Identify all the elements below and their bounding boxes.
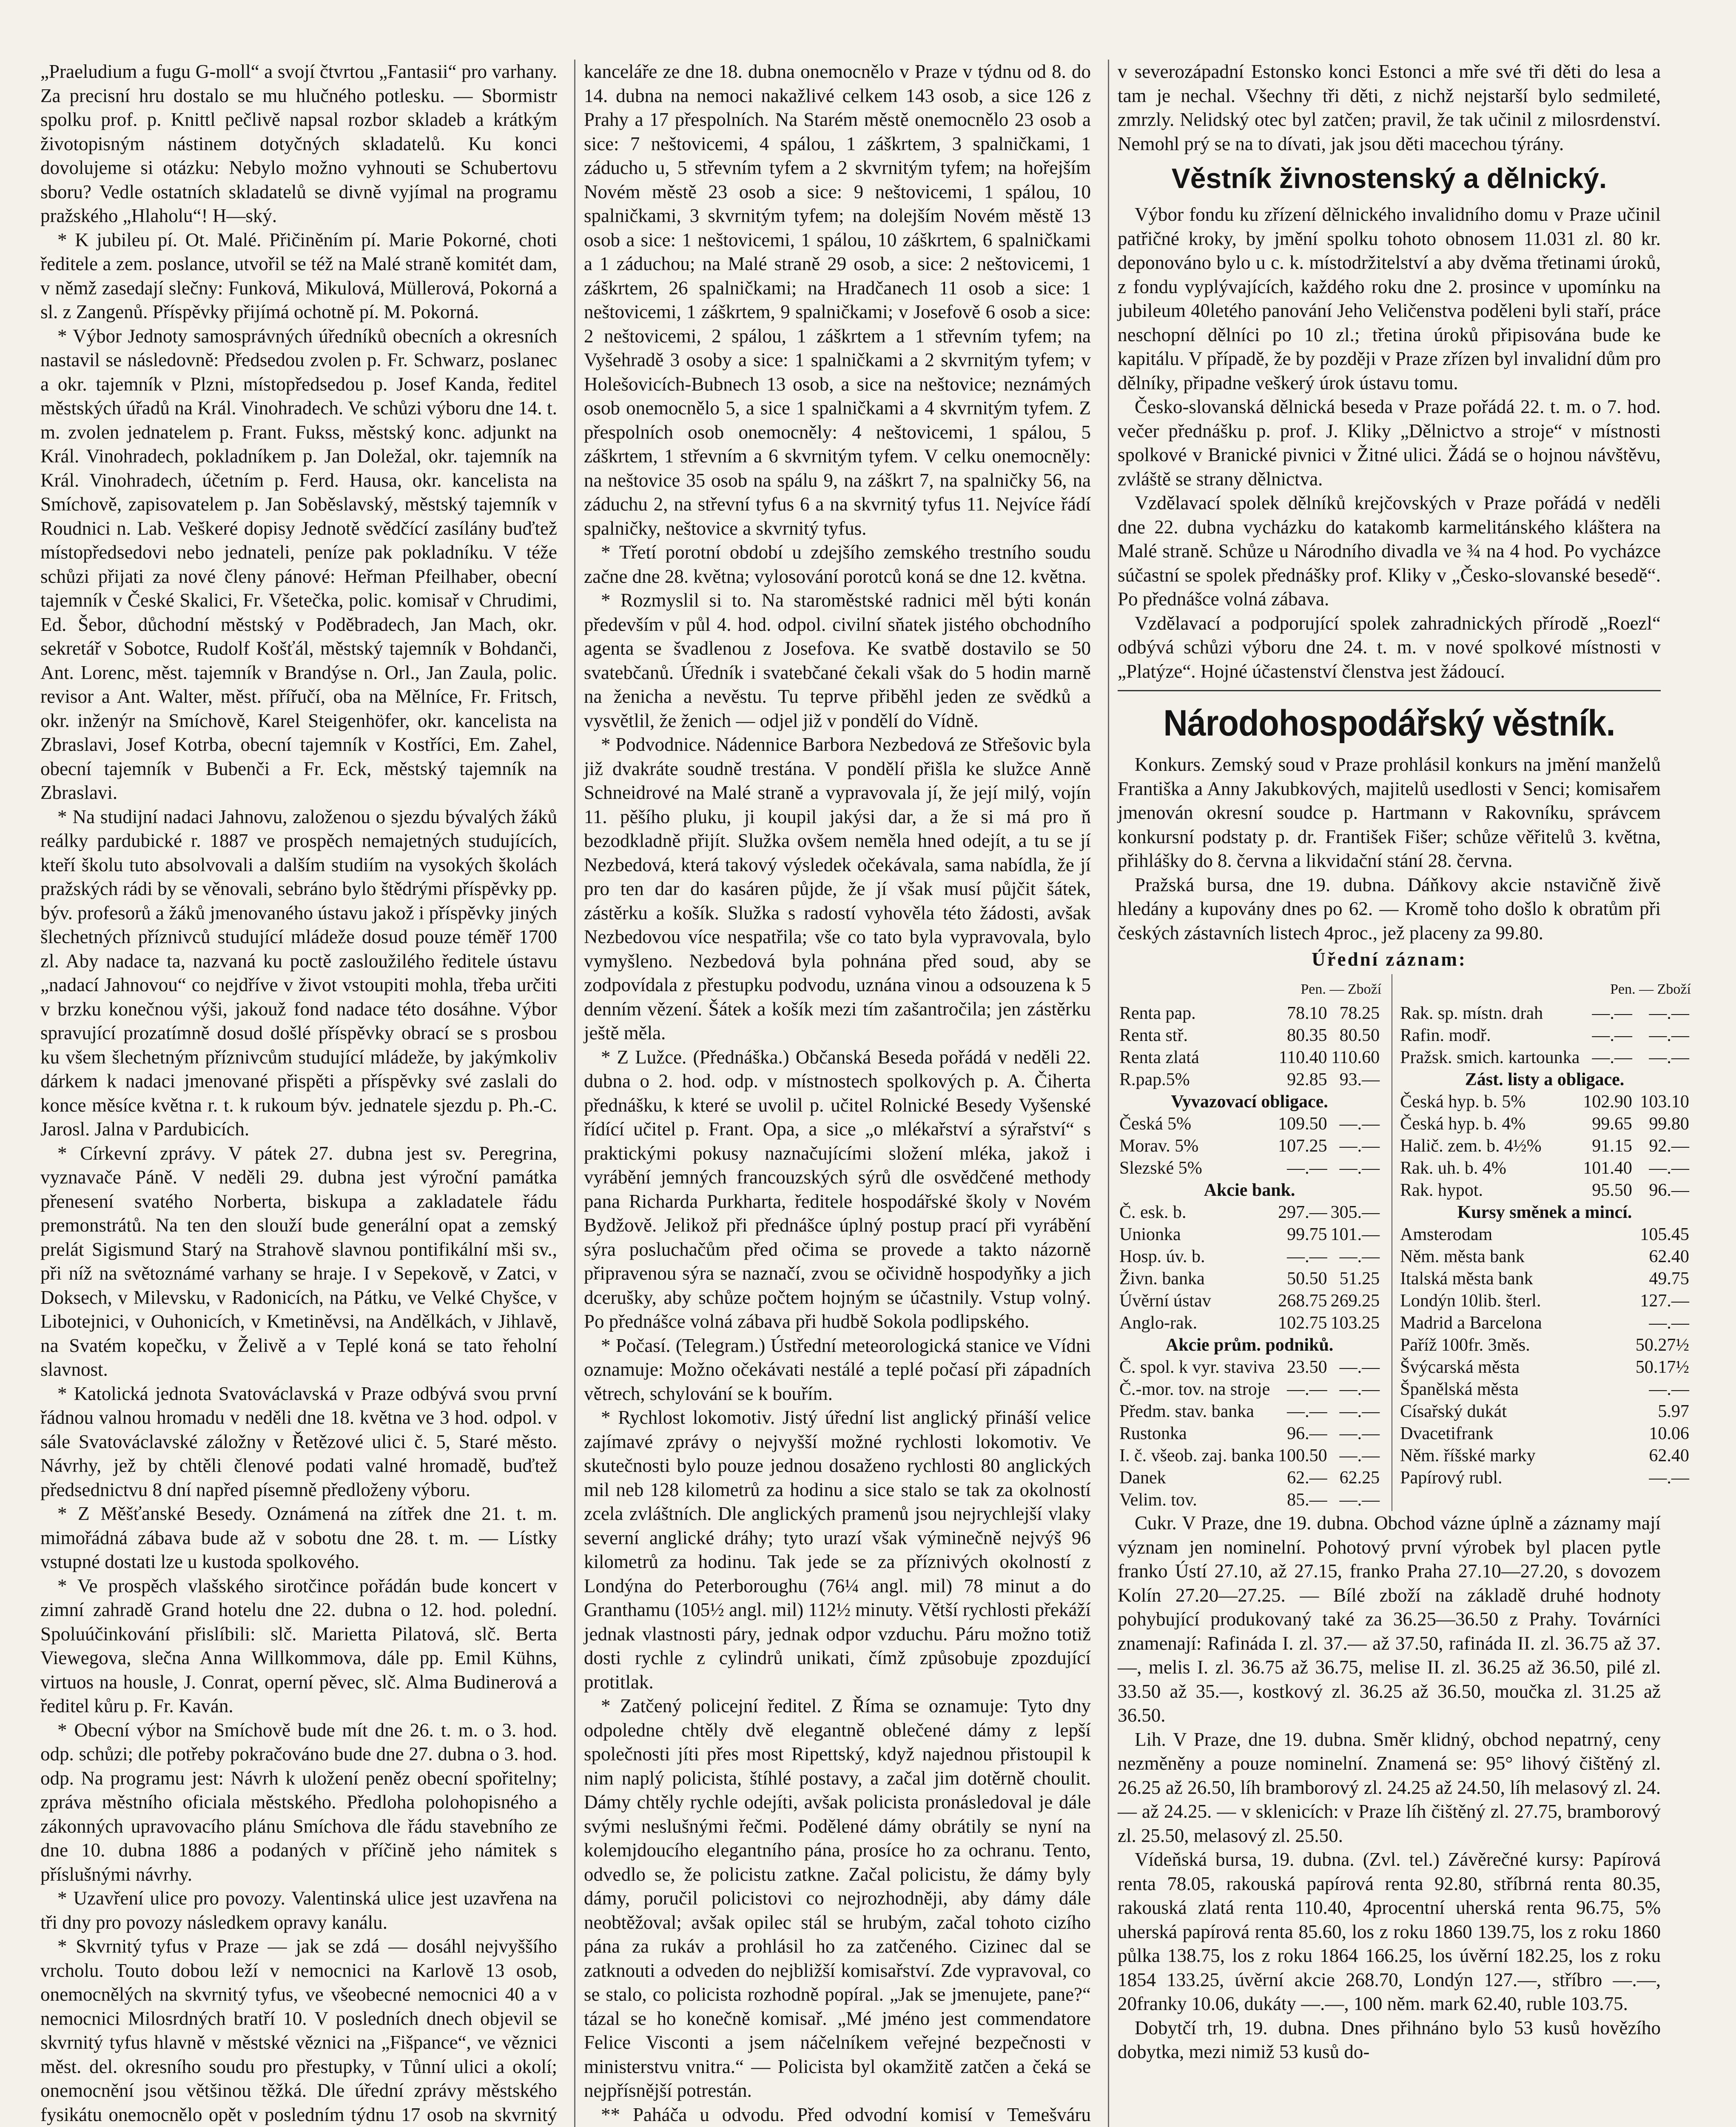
quote-section [1398, 1069, 1691, 1091]
quote-row [1398, 1378, 1691, 1400]
article-paragraph: Výbor fondu ku zřízení dělnického invalidního domu v Praze učinil patřičné kroky, by jmění spolku tohoto obnosem 11.031 zl. 80 kr. deponováno bylo u c. k. místodržitelství a aby dvěma třetinami úroků, z fondu vyplývajících, každého roku dne 2. prosince v upomínku na jubileum 40letého panování Jeho Veličenstva poděleni byli staří, práce neschopní dělníci po 10 zl.; třetina úroků připisována bude ke kapitálu. V případě, že by později v Praze zřízen byl invalidní dům pro dělníky, připadne veškerý úrok ústavu tomu. [1118, 204, 1661, 393]
quote-row [1398, 1113, 1691, 1135]
quote-section-label: Akcie bank. [1204, 1180, 1295, 1200]
quote-goods: 5.97 [1658, 1402, 1689, 1421]
quote-row [1398, 1356, 1691, 1378]
quote-name: Předm. stav. banka [1119, 1402, 1254, 1421]
quotes-table [1118, 974, 1691, 1511]
quote-name: Londýn 10lib. šterl. [1400, 1291, 1541, 1311]
article-paragraph: ** Paháča u odvodu. Před odvodní komisí v Temešváru [601, 2104, 1091, 2125]
quote-row [1118, 1024, 1381, 1046]
quote-money [1581, 1334, 1634, 1356]
article-paragraph: * Podvodnice. Nádennice Barbora Nezbedová ze Střešovic byla již dvakráte soudně trestána. V pondělí přišla ke služce Anně Schneidrové na Malé straně a vypravovala jí, že její milý, vojín 11. pěšího pluku, ji koupil jakýsi dar, a že si má pro ň bezodkladně přijít. Služka ovšem neměla hned odejít, a tu se jí Nezbedová, která takový výsledek očekávala, sama nabídla, že jí pro ten dar do kasáren půjde, že jí však musí půjčit šátek, zástěrku a košík. Služka s radostí vyhověla této žádosti, avšak Nezbedovou více nespatřila; vše co tato byla vypravovala, bylo vymyšleno. Nezbedová byla pohnána před soud, aby se zodpovídala z přestupku podvodu, uznána vinou a odsouzena k 5 denním vězení. Šátek a košík mezi tím zašantročila; jen zástěrku ještě měla. [584, 734, 1091, 1044]
quote-row [1118, 1356, 1381, 1378]
quotes-head-left: Pen. — Zboží [1301, 981, 1382, 997]
quote-goods: 50.17½ [1635, 1357, 1689, 1377]
quote-goods: —.— [1649, 1313, 1689, 1333]
article-paragraph: * Rozmyslil si to. Na staroměstské radnici měl býti konán především v půl 4. hod. odpol. civilní sňatek jistého obchodního agenta se švadlenou z Josefova. Ke svatbě dostavilo se 50 svatebčanů. Úředník i svatebčané čekali však do 5 hodin marně na ženicha a nevěstu. Tu teprve přiběhl jeden ze svědků a vysvětlil, že ženich — odjel již v pondělí do Vídně. [584, 590, 1091, 731]
trade-news [1118, 202, 1661, 683]
quote-money: 91.15 [1592, 1136, 1632, 1156]
quote-name: Italská města bank [1400, 1269, 1533, 1289]
quote-goods: 305.— [1330, 1203, 1380, 1222]
quote-row [1118, 1135, 1381, 1157]
quote-row [1398, 1290, 1691, 1312]
article-paragraph: * Na studijní nadaci Jahnovu, založenou o sjezdu bývalých žáků reálky pardubické r. 1887 ve prospěch nemajetných studujících, kteří školu tuto absolvovali a dalším studiím na vysokých školách pražských rádi by se věnovali, sebráno bylo štědrými příspěvky pp. býv. profesorů a žáků jmenovaného ústavu jakož i příspěvky jiných šlechetných příznivců studující mládeže dosud pouze téměř 1700 zl. Aby nadace ta, nazvaná ku poctě zasloužilého ředitele ústavu „nadací Jahnovou“ co nejdříve v život vstoupiti mohla, třeba určiti v brzku konečnou výši, jakouž fond nadace této dosáhne. Výbor spravující prozatímně dosud došlé příspěvky obrací se s prosbou ku všem šlechetným příznivcům studující mládeže, by jakýmkoliv dárkem k nadaci jmenované přispěti a příspěvky své zaslali do konce měsíce května r. t. k rukoum býv. jednatele sjezdu p. Ph.-C. Jarosl. Jalna v Pardubicích. [40, 806, 557, 1140]
quote-section-label: Kursy směnek a mincí. [1457, 1203, 1632, 1222]
article-paragraph: * Třetí porotní období u zdejšího zemského trestního soudu začne dne 28. května; vylosování porotců koná se dne 12. května. [584, 542, 1091, 587]
article-paragraph: v severozápadní Estonsko konci Estonci a mře své tři děti do lesa a tam je nechal. Všechny tři děti, z nichž nejstarší bylo sedmileté, zmrzly. Nelidský otec byl zatčen; pravil, že tak učinil z milosrdenství. Nemohl prý se na to dívati, jak jsou děti macechou týrány. [1118, 61, 1661, 154]
quote-money: 99.75 [1287, 1225, 1327, 1244]
quote-money [1581, 1268, 1634, 1290]
quote-goods: —.— [1339, 1158, 1380, 1178]
quote-row [1118, 1246, 1381, 1268]
quote-name: Hosp. úv. b. [1119, 1247, 1205, 1266]
article-paragraph: * Obecní výbor na Smíchově bude mít dne 26. t. m. o 3. hod. odp. schůzi; dle potřeby pokračováno bude dne 27. dubna o 3. hod. odp. Na programu jest: Návrh k uložení peněz obecní spořitelny; zpráva městního oficiala městského. Předloha polohopisného a zákonných upravovacího plánu Smíchova dle řádu stavebního ze dne 10. dubna 1886 a podaných v příčině jeho námitek s příslušnými návrhy. [40, 1719, 557, 1885]
article-paragraph: * Z Lužce. (Přednáška.) Občanská Beseda pořádá v neděli 22. dubna o 2. hod. odp. v místnostech spolkových p. A. Čiherta přednášku, k které se uvolil p. učitel Rolnické Besedy Vyšenské řídící učitel p. Frant. Opa, a sice „o mlékařství a sýrařství“ s praktickými pokusy naznačujícími složení mléka, jakož i vyrábění jemných francouzských sýrů dle osvědčené methody pana Richarda Purkharta, ředitele hospodářské školy v Novém Bydžově. Jelikož při přednášce úplný postup prací při vyrábění sýra posluchačům před očima se provede a takto názorně připravenou sýra se naznačí, zvou se očividně hospodyňky a jich dcerušky, aby schůze počtem hojným se účastnily. Vstup volný. Po přednášce volná zábava při hudbě Sokola podlipského. [584, 1046, 1091, 1332]
quote-goods: —.— [1339, 1490, 1380, 1510]
quotes-right-table [1398, 1002, 1691, 1489]
quote-goods: —.— [1339, 1357, 1380, 1377]
quotes-left [1118, 974, 1381, 1511]
quote-name: Slezské 5% [1119, 1158, 1202, 1178]
quote-row [1118, 1223, 1381, 1246]
quote-money [1581, 1290, 1634, 1312]
quote-money: —.— [1287, 1158, 1327, 1178]
quote-money [1581, 1467, 1634, 1489]
quote-goods: —.— [1339, 1114, 1380, 1134]
quote-name: Č.-mor. tov. na stroje [1119, 1380, 1270, 1399]
article-paragraph: Pražská bursa, dne 19. dubna. Dáňkovy akcie nstavičně živě hledány a kupovány dnes po 62. — Kromě toho došlo k obratům při českých zástavních listech 4proc., jež placeny za 99.80. [1118, 874, 1661, 944]
article-paragraph: * K jubileu pí. Ot. Malé. Přičiněním pí. Marie Pokorné, choti ředitele a zem. poslance, utvořil se též na Malé straně komitét dam, v němž zasedají slečny: Funková, Mikulová, Müllerová, Pokorná a sl. z Zangenů. Příspěvky přijímá ochotně pí. M. Pokorná. [40, 229, 557, 322]
quote-section [1398, 1201, 1691, 1223]
quote-money: 101.40 [1583, 1158, 1632, 1178]
quote-row [1118, 1113, 1381, 1135]
quote-name: Č. spol. k vyr. staviva [1119, 1357, 1275, 1377]
article-paragraph: * Výbor Jednoty samosprávných úředníků obecních a okresních nastavil se následovně: Předsedou zvolen p. Fr. Schwarz, poslanec a okr. tajemník v Plzni, místopředsedou p. Josef Kanda, ředitel městských úřadů na Král. Vinohradech. Ve schůzi výboru dne 14. t. m. zvolen jednatelem p. Frant. Fukss, městský konc. adjunkt na Král. Vinohradech, pokladníkem p. Jan Doležal, okr. tajemník na Král. Vinohradech, účetním p. Ferd. Hausa, okr. kancelista na Smíchově, zapisovatelem p. Jan Soběslavský, městský tajemník v Roudnici n. Lab. Veškeré dopisy Jednotě svědčící zasílány buďtež místopředsedovi nebo jednateli, peníze pak pokladníku. V téže schůzi přijati za nové členy pánové: Heřman Pfeilhaber, obecní tajemník v České Skalici, Fr. Všetečka, polic. komisař v Chrudimi, Ed. Šebor, důchodní městský v Poděbradech, Jan Mach, okr. sekretář v Sobotce, Rudolf Košťál, městský tajemník v Bohdanči, Ant. Lorenc, měst. tajemník v Brandýse n. Orl., Jan Zaula, polic. revisor a Ant. Walter, měst. přířučí, oba na Mělníce, Fr. Fritsch, okr. inženýr na Smíchově, Karel Steigenhöfer, okr. kancelista na Zbraslavi, Josef Kotrba, obecní tajemník v Kostříci, Em. Zahel, obecní tajemník v Bubenči a Fr. Eck, městský tajemník na Zbraslavi. [40, 325, 557, 803]
quote-money [1581, 1312, 1634, 1334]
quote-name: I. č. všeob. zaj. banka [1119, 1446, 1274, 1466]
quote-goods: 49.75 [1649, 1269, 1689, 1289]
quote-row [1118, 1002, 1381, 1024]
quote-money: 100.50 [1278, 1446, 1327, 1466]
quote-name: Renta stř. [1119, 1026, 1188, 1045]
quote-name: Rak. sp. místn. drah [1400, 1004, 1543, 1023]
quote-goods: 78.25 [1339, 1004, 1380, 1023]
quote-money: 62.— [1287, 1468, 1327, 1488]
quote-name: Papírový rubl. [1400, 1468, 1503, 1488]
article-paragraph: Vídeňská bursa, 19. dubna. (Zvl. tel.) Závěrečné kursy: Papírová renta 78.05, rakouská papírová renta 92.80, stříbrná renta 80.35, rakouská zlatá renta 110.40, 4procentní uherská renta 96.75, 5% uherská papírová renta 85.60, los z roku 1860 139.75, los z roku 1860 půlka 138.75, los z roku 1864 166.25, los úvěrní 182.25, los z roku 1854 133.25, úvěrní akcie 268.70, Londýn 127.—, stříbro —.—, 20franky 10.06, dukáty —.—, 100 něm. mark 62.40, ruble 103.75. [1118, 1849, 1661, 2014]
economy-news-pre [1118, 753, 1661, 945]
quote-money: —.— [1287, 1402, 1327, 1421]
article-paragraph: * Uzavření ulice pro povozy. Valentinská ulice jest uzavřena na tři dny pro povozy následkem opravy kanálu. [40, 1887, 557, 1933]
quote-row [1398, 1179, 1691, 1201]
quote-row [1118, 1467, 1381, 1489]
right-intro [1118, 60, 1661, 156]
section-title-economy: Národohospodářský věstník. [1163, 703, 1615, 744]
quote-money: —.— [1592, 1048, 1632, 1067]
quote-name: Něm. města bank [1400, 1247, 1525, 1266]
quote-money: 80.35 [1287, 1026, 1327, 1045]
quote-name: Unionka [1119, 1225, 1181, 1244]
quote-row [1118, 1290, 1381, 1312]
quote-goods: —.— [1649, 1468, 1689, 1488]
column-right [1108, 60, 1691, 2127]
quote-section-label: Zást. listy a obligace. [1465, 1070, 1625, 1089]
quote-name: Něm. říšské marky [1400, 1446, 1536, 1466]
quote-row [1398, 1334, 1691, 1356]
quote-money: 102.90 [1583, 1092, 1632, 1112]
quote-row [1398, 1135, 1691, 1157]
quote-row [1398, 1445, 1691, 1467]
quote-row [1398, 1246, 1691, 1268]
quote-goods: 269.25 [1330, 1291, 1380, 1311]
quotes-right [1392, 974, 1691, 1511]
quote-row [1118, 1046, 1381, 1069]
article-paragraph: * Církevní zprávy. V pátek 27. dubna jest sv. Peregrina, vyznavače Páně. V neděli 29. dubna jest výroční památka přenesení svatého Norberta, biskupa a zakladatele řádu premonstrátů. Na ten den slouží bude generální opat a zemský prelát Sigismund Starý na Strahově slavnou pontifikální mši sv., při níž na světoznámé varhany se hraje. I v Sepekově, v Zatci, v Doksech, v Milevsku, v Radonicích, na Pátku, ve Velké Chyšce, v Libotejnici, v Ouhonicích, v Kmetiněvsi, na Andělkách, v Jihlavě, na Svatém kopečku, v Želivě a v Teplé koná se tato řeholní slavnost. [40, 1142, 557, 1380]
quote-goods: 110.60 [1331, 1048, 1380, 1067]
article-paragraph: * Z Měšťanské Besedy. Oznámená na zítřek dne 21. t. m. mimořádná zábava bude až v sobotu dne 28. t. m. — Lístky vstupné dostati lze u kustoda spolkového. [40, 1503, 557, 1572]
quote-money: 102.75 [1278, 1313, 1327, 1333]
quote-name: Česká 5% [1119, 1114, 1192, 1134]
quote-row [1118, 1201, 1381, 1223]
quote-section [1118, 1179, 1381, 1201]
quote-section [1118, 1334, 1381, 1356]
quote-money [1581, 1356, 1634, 1378]
quote-row [1398, 1423, 1691, 1445]
quote-money: —.— [1287, 1247, 1327, 1266]
article-paragraph: * Skvrnitý tyfus v Praze — jak se zdá — dosáhl nejvyššího vrcholu. Touto dobou leží v nemocnici na Karlově 13 osob, onemocnělých na skvrnitý tyfus, ve všeobecné nemocnici 40 a v nemocnici Milosrdných bratří 10. V posledních dnech objevil se skvrnitý tyfus hlavně v městské věznici na „Fišpance“, ve věznici měst. del. okresního soudu pro přestupky, v Tůnní ulici a okolí; onemocnění jsou většinou těžká. Dle úřední zprávy městského fysikátu onemocnělo opět v posledním týdnu 17 osob na skvrnitý [40, 1936, 557, 2125]
quote-goods: 51.25 [1339, 1269, 1380, 1289]
divider [1118, 690, 1661, 691]
quote-row [1398, 1223, 1691, 1246]
quote-name: Halič. zem. b. 4½% [1400, 1136, 1542, 1156]
quote-name: Dvacetifrank [1400, 1424, 1494, 1443]
quote-money [1581, 1378, 1634, 1400]
quote-money: 96.— [1287, 1424, 1327, 1443]
quote-money: 92.85 [1287, 1070, 1327, 1089]
quote-name: Velim. tov. [1119, 1490, 1197, 1510]
quote-money: —.— [1287, 1380, 1327, 1399]
quote-row [1398, 1024, 1691, 1046]
quotes-head-right: Pen. — Zboží [1610, 981, 1691, 997]
quote-name: Pražsk. smich. kartounka [1400, 1048, 1580, 1067]
quote-name: Amsterodam [1400, 1225, 1493, 1244]
quote-goods: —.— [1339, 1247, 1380, 1266]
quote-row [1118, 1378, 1381, 1400]
quote-name: Císařský dukát [1400, 1402, 1507, 1421]
quote-goods: 62.40 [1649, 1446, 1689, 1466]
quote-goods: —.— [1339, 1380, 1380, 1399]
article-paragraph: Cukr. V Praze, dne 19. dubna. Obchod vázne úplně a záznamy mají význam jen nominelní. Pohotový první výrobek byl placen pytle franko Ústí 27.10, až 27.15, franko Praha 27.10—27.20, s dovozem Kolín 27.20—27.25. — Bílé zboží na základě druhé hodnoty pohybující produkovaný také za 36.25—36.50 z Prahy. Továrníci znamenají: Rafináda I. zl. 37.— až 37.50, rafináda II. zl. 36.75 až 37.—, melis I. zl. 36.75 až 36.75, melise II. zl. 36.25 až 36.50, pilé zl. 33.50 až 35.—, kostkový zl. 36.25 až 36.50, moučka zl. 31.25 až 36.50. [1118, 1512, 1661, 1726]
quote-goods: 127.— [1640, 1291, 1689, 1311]
quote-row [1398, 1268, 1691, 1290]
quote-row [1118, 1268, 1381, 1290]
quote-name: Madrid a Barcelona [1400, 1313, 1542, 1333]
quote-money [1581, 1246, 1634, 1268]
quote-money [1581, 1445, 1634, 1467]
article-paragraph: * Počasí. (Telegram.) Ústřední meteorologická stanice ve Vídni oznamuje: Možno očekávati nestálé a teplé počasí při západních větrech, schylování se k bouřím. [584, 1334, 1091, 1404]
article-paragraph: „Praeludium a fugu G-moll“ a svojí čtvrtou „Fantasii“ pro varhany. Za precisní hru dostalo se mu hlučného potlesku. — Sbormistr spolku prof. p. Knittl pečlivě napsal rozbor skladeb a krátkým životopisným nástinem dotyčných skladatelů. Ku konci dovolujeme si otázku: Nebylo možno vyhnouti se Schubertovu sboru? Vedle ostatních skladatelů se divně vyjímal na programu pražského „Hlaholu“! H—ský. [40, 61, 557, 226]
quote-goods: 99.80 [1649, 1114, 1689, 1134]
quote-row [1118, 1157, 1381, 1179]
quote-section-label: Vyvazovací obligace. [1171, 1092, 1328, 1112]
quote-name: Rafin. modř. [1400, 1026, 1491, 1045]
article-paragraph: Česko-slovanská dělnická beseda v Praze pořádá 22. t. m. o 7. hod. večer přednášku p. prof. J. Kliky „Dělnictvo a stroje“ v místnosti spolkové v Branické pivnici v Žitné ulici. Žádá se o hojnou návštěvu, zvláště se strany dělnictva. [1118, 396, 1661, 490]
quote-goods: 62.25 [1339, 1468, 1380, 1488]
quote-row [1398, 1467, 1691, 1489]
quote-money: 297.— [1278, 1203, 1327, 1222]
article-paragraph: kanceláře ze dne 18. dubna onemocnělo v Praze v týdnu od 8. do 14. dubna na nemoci nakažlivé celkem 143 osob, a sice 126 z Prahy a 17 přespolních. Na Starém městě onemocnělo 23 osob a sice: 7 neštovicemi, 4 spálou, 1 záškrtem, 3 spalničkami, 1 záducho u, 5 střevním tyfem a 2 skvrnitým tyfem; na hořejším Novém městě 23 osob a sice: 9 neštovicemi, 1 spálou, 10 spalničkami, 3 skvrnitým tyfem; na dolejším Novém městě 13 osob a sice: 1 neštovicemi, 1 spálou, 10 záškrtem, 6 spalničkami a 1 záduchou; na Malé straně 29 osob, a sice: 2 neštovicemi, 1 záškrtem, 26 spalničkami; na Hradčanech 11 osob a sice: 1 neštovicemi, 1 záškrtem, 9 spalničkami; v Josefově 6 osob a sice: 2 neštovicemi, 2 spálou, 1 záškrtem a 1 střevním tyfem; na Vyšehradě 3 osoby a sice: 1 spalničkami a 2 skvrnitým tyfem; v Holešovicích-Bubnech 13 osob, a sice na neštovice; neznámých osob onemocnělo 5, a sice 1 spalničkami a 4 skvrnitým tyfem. Z přespolních osob onemocněly: 4 neštovicemi, 1 spálou, 5 záškrtem, 1 střevním a 6 skvrnitým tyfem. V celku onemocněly: na neštovice 35 osob na spálu 9, na záškrt 7, na spalničky 56, na záduchu 2, na střevní tyfus 6 a na skvrnitý tyfus 11. Nejvíce řádí spalničky, neštovice a skvrnitý tyfus. [584, 61, 1091, 539]
quote-goods: —.— [1649, 1048, 1689, 1067]
quote-money: 110.40 [1278, 1048, 1327, 1067]
quotes-title: Úřední záznam: [1312, 949, 1467, 970]
quote-name: Rak. uh. b. 4% [1400, 1158, 1506, 1178]
quote-goods: 50.27½ [1635, 1335, 1689, 1355]
quote-goods: —.— [1649, 1380, 1689, 1399]
quote-goods: —.— [1339, 1424, 1380, 1443]
column-left [40, 60, 557, 2127]
quote-name: Švýcarská města [1400, 1357, 1520, 1377]
quote-name: Anglo-rak. [1119, 1313, 1198, 1333]
quote-goods: 62.40 [1649, 1247, 1689, 1266]
quote-name: Česká hyp. b. 4% [1400, 1114, 1526, 1134]
quote-goods: 105.45 [1640, 1225, 1689, 1244]
quote-money: 50.50 [1287, 1269, 1327, 1289]
quote-row [1398, 1091, 1691, 1113]
quote-name: Živn. banka [1119, 1269, 1205, 1289]
column-middle [574, 60, 1091, 2127]
quote-row [1118, 1400, 1381, 1423]
article-paragraph: Dobytčí trh, 19. dubna. Dnes přihnáno bylo 53 kusů hovězího dobytka, mezi nimiž 53 kusů do- [1118, 2017, 1661, 2062]
quote-row [1398, 1157, 1691, 1179]
quote-money [1581, 1400, 1634, 1423]
quote-money: 107.25 [1278, 1136, 1327, 1156]
quote-section-label: Akcie prům. podniků. [1165, 1335, 1334, 1355]
quote-row [1118, 1069, 1381, 1091]
quote-money [1581, 1223, 1634, 1246]
quote-money: 23.50 [1287, 1357, 1327, 1377]
quote-goods: —.— [1649, 1004, 1689, 1023]
quote-row [1118, 1312, 1381, 1334]
quote-name: Rak. hypot. [1400, 1180, 1483, 1200]
quote-money: 85.— [1287, 1490, 1327, 1510]
article-paragraph: Vzdělavací a podporující spolek zahradnických přírodě „Roezl“ odbývá schůzi výboru dne 24. t. m. v nové spolkové místnosti v „Platýze“. Hojné účastenství členstva jest žádoucí. [1118, 612, 1661, 682]
quote-name: Španělská města [1400, 1380, 1519, 1399]
quote-money: 78.10 [1287, 1004, 1327, 1023]
quote-money [1581, 1423, 1634, 1445]
quote-row [1398, 1002, 1691, 1024]
article-paragraph: * Zatčený policejní ředitel. Z Říma se oznamuje: Tyto dny odpoledne chtěly dvě elegantně oblečené dámy z lepší společnosti jíti přes most Ripettský, když najednou přistoupil k nim naplý policista, štíhlé postavy, a začal jim dotěrně choulit. Dámy chtěly rychle odejíti, avšak policista pronásledoval je dále svými neslušnými řečmi. Podělené dámy obrátily se nyní na kolemjdoucího elegantního pána, prosíce ho za ochranu. Tento, odvedlo se, že policistu zatkne. Začal policistu, že dámy byly dámy, poručil policistovi co nejrozhodněji, aby dámy dále neobtěžoval; avšak opilec stál se hrubým, začal tohoto cizího pána za rukáv a prohlásil ho za zatčeného. Cizinec dal se zatknouti a odveden do nejbližší komisařství. Zde vypravoval, co se stalo, co policista rozhodně popíral. „Jak se jmenujete, pane?“ tázal se ho konečně komisař. „Mé jméno jest commendatore Felice Visconti a jsem náčelníkem veřejné bezpečnosti v ministerstvu vnitra.“ — Policista byl okamžitě zatčen a čeká se nejpřísnější potrestán. [584, 1695, 1091, 2101]
quote-goods: 96.— [1649, 1180, 1689, 1200]
economy-news-post [1118, 1511, 1661, 2064]
quote-money: —.— [1592, 1026, 1632, 1045]
quote-money: 95.50 [1592, 1180, 1632, 1200]
quote-name: Renta pap. [1119, 1004, 1196, 1023]
quote-goods: 103.25 [1330, 1313, 1380, 1333]
article-paragraph: * Ve prospěch vlašského sirotčince pořádán bude koncert v zimní zahradě Grand hotelu dne 22. dubna o 12. hod. polední. Spoluúčinkování přislíbili: slč. Marietta Pilatová, slč. Berta Viewegova, slečna Anna Willkommova, dále pp. Emil Kühns, virtuos na housle, J. Conrat, operní pěvec, slč. Alma Budinerová a ředitel kůru p. Fr. Kaván. [40, 1575, 557, 1716]
quote-name: Paříž 100fr. 3měs. [1400, 1335, 1530, 1355]
quote-name: Česká hyp. b. 5% [1400, 1092, 1526, 1112]
quote-goods: —.— [1339, 1446, 1380, 1466]
quote-name: R.pap.5% [1119, 1070, 1190, 1089]
quote-name: Renta zlatá [1119, 1048, 1199, 1067]
section-title-trade: Věstník živnostenský a dělnický. [1171, 163, 1607, 194]
quote-money: 109.50 [1278, 1114, 1327, 1134]
quote-row [1118, 1445, 1381, 1467]
quote-row [1398, 1312, 1691, 1334]
quote-name: Danek [1119, 1468, 1166, 1488]
quote-row [1118, 1489, 1381, 1511]
article-paragraph: * Katolická jednota Svatováclavská v Praze odbývá svou první řádnou valnou hromadu v neděli dne 18. května ve 3 hod. odpol. v sále Svatováclavské záložny v Řetězové ulici č. 5, Staré město. Návrhy, jež by chtěli členové podati valné hromadě, buďtež předsednictvu 8 dní napřed písemně předloženy výboru. [40, 1383, 557, 1500]
quote-money: 99.65 [1592, 1114, 1632, 1134]
article-paragraph: Lih. V Praze, dne 19. dubna. Směr klidný, obchod nepatrný, ceny nezměněny a pouze nominelní. Znamená se: 95° lihový čištěný zl. 26.25 až 26.50, líh bramborový zl. 24.25 až 24.50, líh melasový zl. 24.— až 24.25. — v sklenicích: v Praze líh čištěný zl. 27.75, bramborový zl. 25.50, melasový zl. 25.50. [1118, 1728, 1661, 1846]
quote-goods: —.— [1339, 1402, 1380, 1421]
article-paragraph: Vzdělavací spolek dělníků krejčovských v Praze pořádá v neděli dne 22. dubna vycházku do katakomb karmelitánského kláštera na Malé straně. Schůze u Národního divadla ve ¾ na 4 hod. Po vycházce súčastní se spolek přednášky prof. Kliky v „Česko-slovanské besedě“. Po přednášce volná zábava. [1118, 492, 1661, 610]
quote-name: Úvěrní ústav [1119, 1291, 1211, 1311]
quote-name: Č. esk. b. [1119, 1203, 1187, 1222]
quotes-left-table [1118, 1002, 1381, 1511]
quote-goods: 10.06 [1649, 1424, 1689, 1443]
quote-money: 268.75 [1278, 1291, 1327, 1311]
quote-goods: 93.— [1339, 1070, 1380, 1089]
quote-money: —.— [1592, 1004, 1632, 1023]
quote-goods: —.— [1649, 1158, 1689, 1178]
article-paragraph: Konkurs. Zemský soud v Praze prohlásil konkurs na jmění manželů Františka a Anny Jakubkových, majitelů usedlosti v Senci; komisařem jmenován okresní soudce p. Hartmann v Rakovníku, správcem konkursní podstaty p. dr. František Fišer; schůze věřitelů 3. května, přihlášky do 8. června a likvidační stání 28. června. [1118, 754, 1661, 871]
quote-name: Morav. 5% [1119, 1136, 1199, 1156]
quote-name: Rustonka [1119, 1424, 1187, 1443]
quote-goods: 92.— [1649, 1136, 1689, 1156]
quote-goods: —.— [1339, 1136, 1380, 1156]
quote-goods: 101.— [1330, 1225, 1380, 1244]
quote-row [1398, 1046, 1691, 1069]
quote-goods: 80.50 [1339, 1026, 1380, 1045]
quote-row [1118, 1423, 1381, 1445]
quote-goods: 103.10 [1640, 1092, 1689, 1112]
article-paragraph: * Rychlost lokomotiv. Jistý úřední list anglický přináší velice zajímavé zprávy o nejvyšší možné rychlosti lokomotiv. Ve skutečnosti bylo pouze jednou dosaženo rychlosti 80 anglických mil neb 128 kilometrů za hodinu a sice stalo se tak za okolností zcela zvláštních. Dle anglických pramenů jsou nejrychlejší vlaky severní anglické dráhy; tyto urazí však výminečně nejvýš 96 kilometrů za hodinu. Tak jede se za příznivých okolností z Londýna do Peterboroughu (76¼ angl. mil) 78 minut a do Granthamu (105½ angl. mil) 112½ minuty. Větší rychlosti překáží jednak vlastnosti páry, jednak odpor vzduchu. Páru možno totiž dosti rychle z cylindrů unikati, čímž způsobuje zpozdující protitlak. [584, 1407, 1091, 1693]
quote-goods: —.— [1649, 1026, 1689, 1045]
quote-row [1398, 1400, 1691, 1423]
quote-section [1118, 1091, 1381, 1113]
